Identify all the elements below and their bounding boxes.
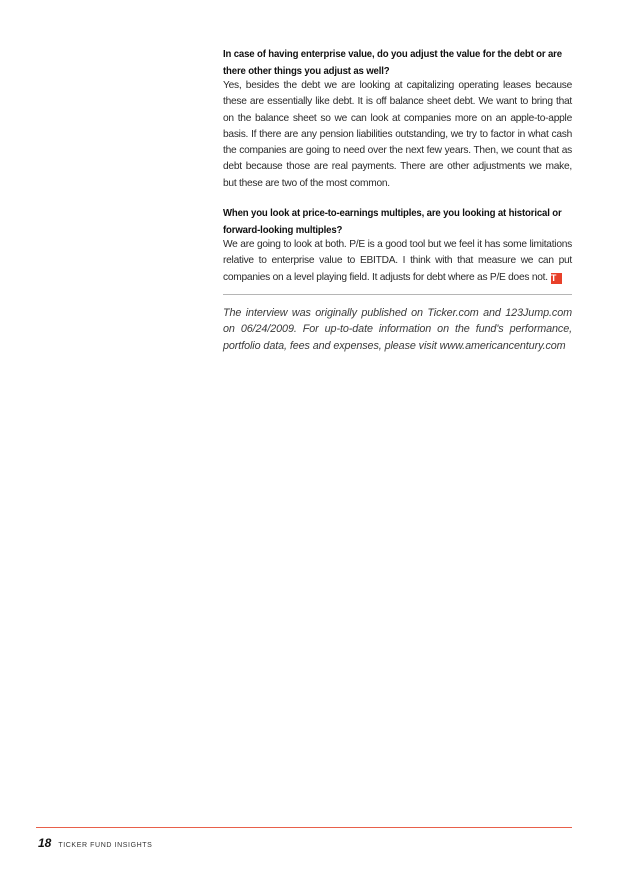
ticker-logo-icon: T (551, 273, 562, 284)
publication-name: TICKER FUND INSIGHTS (58, 842, 153, 849)
answer-paragraph: Yes, besides the debt we are looking at capitalizing operating leases because these are essentially like debt. It is off balance sheet debt. We want to bring that on the balance sheet so we can look at companies more on an apple-to-apple basis. If there are any pension liabilities outstanding, we try to factor in what cash the companies are going to need over the next few years. Then, we count that as debt because those are real payments. There are other adjustments we make, but these are two of the most common. (223, 80, 572, 189)
page-footer (38, 836, 152, 850)
question-heading: In case of having enterprise value, do you adjust the value for the debt or are there other things you adjust as well? (223, 48, 562, 78)
footer-rule (36, 827, 572, 828)
qa-item-enterprise-value (223, 46, 572, 192)
publication-note: The interview was originally published on Ticker.com and 123Jump.com on 06/24/2009. For up-to-date information on the fund's performance, portfolio data, fees and expenses, please visit www.americancentury.com (223, 306, 572, 352)
page-number: 18 (38, 836, 52, 850)
answer-paragraph (223, 237, 572, 286)
article-body (223, 46, 572, 354)
qa-item-pe-multiples (223, 205, 572, 286)
section-divider (223, 294, 572, 295)
answer-text: We are going to look at both. P/E is a good tool but we feel it has some limitations relative to enterprise value to EBITDA. I think with that measure we can put companies on a level playing field. It adjusts for debt where as P/E does not. (223, 239, 572, 283)
question-heading: When you look at price-to-earnings multiples, are you looking at historical or forward-looking multiples? (223, 207, 562, 237)
